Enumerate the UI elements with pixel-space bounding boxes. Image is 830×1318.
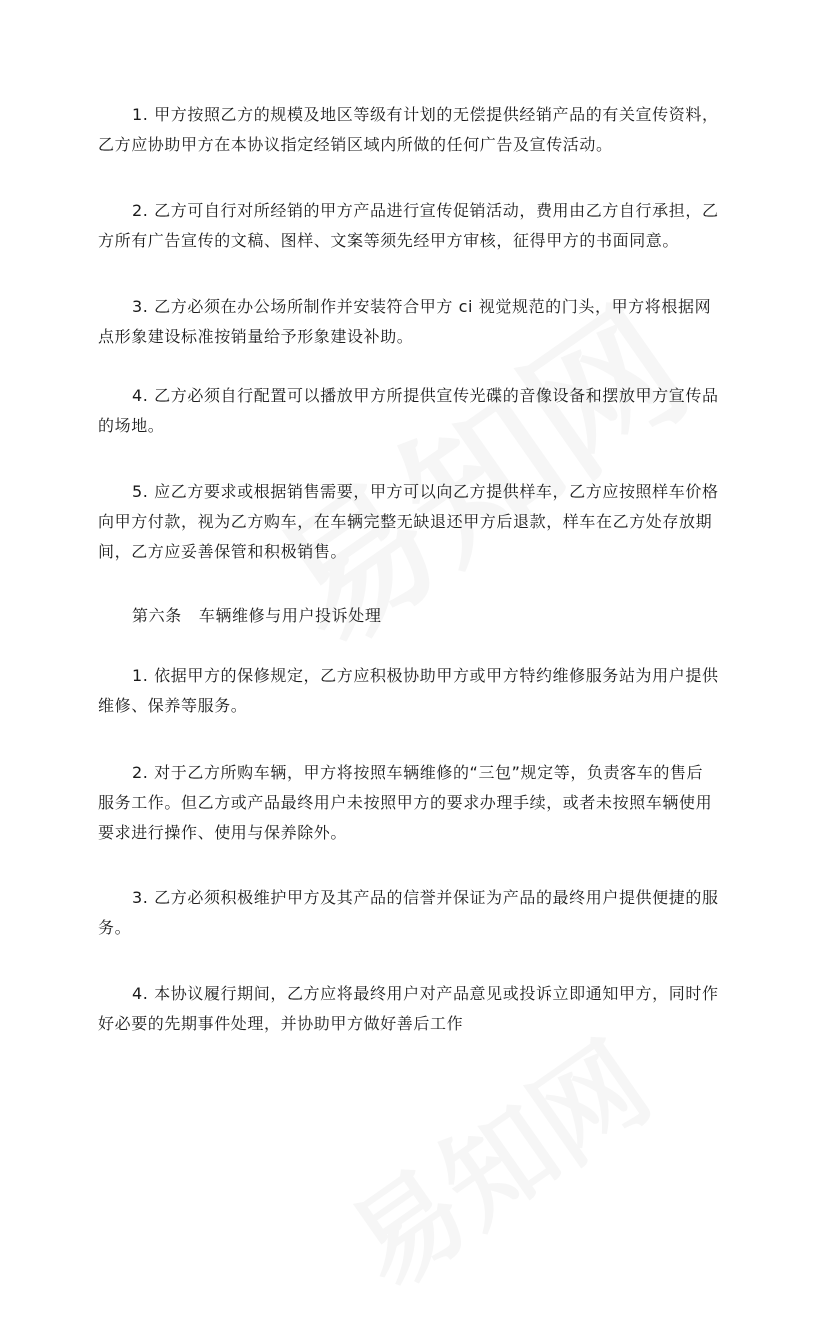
paragraph-line: 的场地。: [98, 416, 165, 435]
paragraph-line: 乙方应协助甲方在本协议指定经销区域内所做的任何广告及宣传活动。: [98, 135, 613, 154]
paragraph-line: 间，乙方应妥善保管和积极销售。: [98, 542, 348, 561]
paragraph-line: 要求进行操作、使用与保养除外。: [98, 823, 348, 842]
section-paragraph-4: [98, 979, 734, 1039]
paragraph-line: 2. 乙方可自行对所经销的甲方产品进行宣传促销活动，费用由乙方自行承担，乙: [132, 201, 719, 220]
paragraph-line: 5. 应乙方要求或根据销售需要，甲方可以向乙方提供样车，乙方应按照样车价格: [132, 482, 719, 501]
paragraph-5: [98, 477, 734, 567]
paragraph-line: 1. 甲方按照乙方的规模及地区等级有计划的无偿提供经销产品的有关宣传资料，: [132, 105, 719, 124]
paragraph-3: [98, 292, 734, 352]
paragraph-line: 务。: [98, 918, 132, 937]
paragraph-line: 3. 乙方必须在办公场所制作并安装符合甲方 ci 视觉规范的门头，甲方将根据网: [132, 297, 712, 316]
paragraph-line: 3. 乙方必须积极维护甲方及其产品的信誉并保证为产品的最终用户提供便捷的服: [132, 888, 719, 907]
section-paragraph-2: [98, 758, 734, 848]
section-paragraph-1: [98, 661, 734, 721]
paragraph-line: 维修、保养等服务。: [98, 696, 248, 715]
paragraph-line: 好必要的先期事件处理，并协助甲方做好善后工作: [98, 1014, 464, 1033]
paragraph-line: 向甲方付款，视为乙方购车，在车辆完整无缺退还甲方后退款，样车在乙方处存放期: [98, 512, 713, 531]
paragraph-1: [98, 100, 734, 160]
paragraph-line: 方所有广告宣传的文稿、图样、文案等须先经甲方审核，征得甲方的书面同意。: [98, 231, 680, 250]
paragraph-line: 2. 对于乙方所购车辆，甲方将按照车辆维修的“三包”规定等，负责客车的售后: [132, 763, 704, 782]
watermark-bottom: [315, 1000, 676, 1318]
paragraph-2: [98, 196, 734, 256]
paragraph-4: [98, 381, 734, 441]
paragraph-line: 点形象建设标准按销量给予形象建设补助。: [98, 327, 414, 346]
paragraph-line: 1. 依据甲方的保修规定，乙方应积极协助甲方或甲方特约维修服务站为用户提供: [132, 666, 719, 685]
paragraph-line: 4. 乙方必须自行配置可以播放甲方所提供宣传光碟的音像设备和摆放甲方宣传品: [132, 386, 719, 405]
paragraph-line: 4. 本协议履行期间，乙方应将最终用户对产品意见或投诉立即通知甲方，同时作: [132, 984, 719, 1003]
paragraph-line: 服务工作。但乙方或产品最终用户未按照甲方的要求办理手续，或者未按照车辆使用: [98, 793, 713, 812]
section-heading: 第六条 车辆维修与用户投诉处理: [132, 606, 382, 625]
section-paragraph-3: [98, 883, 734, 943]
